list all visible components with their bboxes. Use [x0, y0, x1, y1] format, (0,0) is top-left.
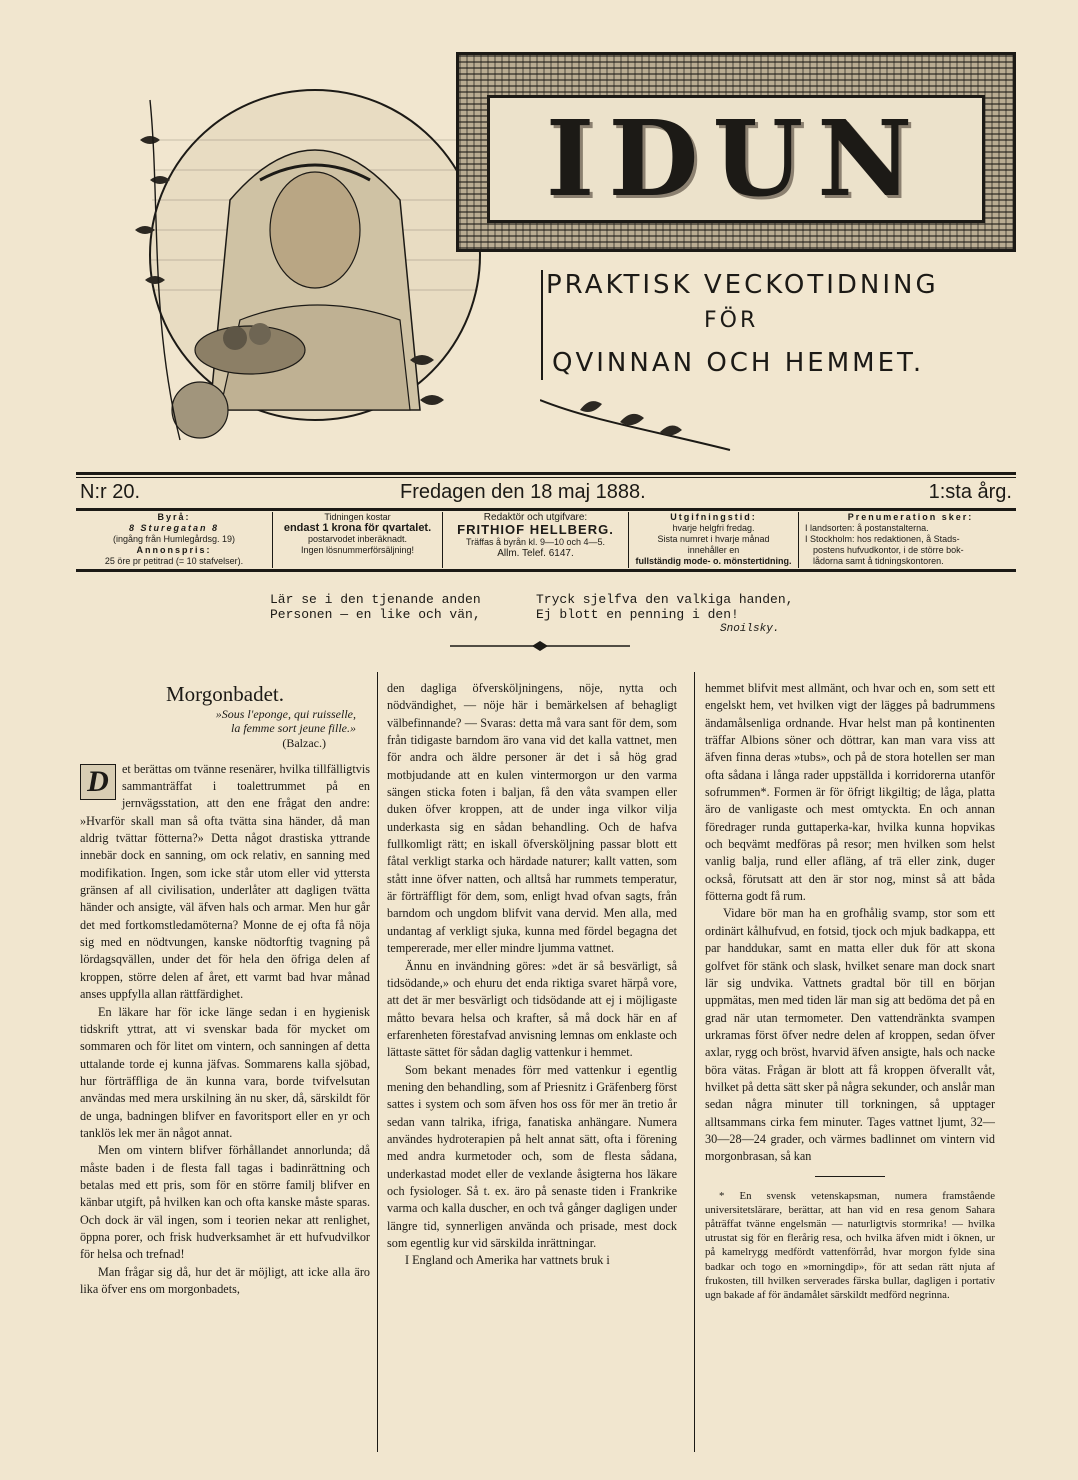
schedule-last-issue: Sista numret i hvarje månad — [657, 534, 770, 544]
office-address: 8 Sturegatan 8 — [128, 523, 220, 533]
column-separator-1 — [377, 672, 378, 1452]
drop-cap: D — [80, 764, 116, 800]
motto-right — [536, 592, 796, 622]
editor-heading: Redaktör och utgifvare: — [483, 512, 588, 523]
motto-left — [270, 592, 520, 622]
paragraph: den dagliga öfversköljningens, nöje, nytta och nödvändighet, — nöje här i bemärkelsen af behagligt välbefinnande? — Svaras: detta må vara sant för dem, som från tidigaste barndom äro vana vid det kalla vattnet, men för andra och äldre personer är det i så hög grad motbjudande att en kulen vintermorgon ur den varma sängen sticka foten i baljan, få den våta svampen eller duken öfver kroppen, att de under inga vilkor vilja underkasta sig en sådan behandling. Och de hafva fullkomligt rätt; en iskall öfversköljning passar blott ett fåtal verkligt starka och härdade naturer; kallt vatten, som stått inne öfver natten, och alltså har rummets temperatur, är förträffligt för dem, som, enligt hvad ofvan sagts, från barndom och ungdom blifvit vana dervid. Men alla, med undantag af verkligt sjuka, kunna med fördel begagna det tempererade, mer eller mindre ljumma vattnet. — [387, 681, 677, 956]
subscription-country: I landsorten: å postanstalterna. — [805, 523, 929, 533]
info-office — [76, 512, 272, 568]
price-postage: postarvodet inberäknadt. — [307, 534, 408, 544]
paragraph — [80, 761, 370, 1004]
price-intro: Tidningen kostar — [324, 512, 391, 522]
price-no-single: Ingen lösnummerförsäljning! — [300, 545, 415, 555]
masthead-title-panel — [487, 95, 985, 223]
flower-branch-ornament — [540, 380, 740, 460]
info-bar — [76, 512, 1016, 568]
masthead-title: IDUN — [545, 97, 927, 220]
article-epigraph-author: (Balzac.) — [282, 736, 326, 751]
issue-number: N:r 20. — [80, 481, 141, 503]
dateline — [80, 481, 1012, 507]
editor-hours: Träffas å byrån kl. 9—10 och 4—5. — [465, 537, 606, 547]
motto-line-2b: Ej blott en penning i den! — [536, 607, 739, 622]
article-column-1 — [80, 680, 370, 1298]
footnote — [705, 1189, 995, 1303]
tagline-line-3: QVINNAN OCH HEMMET. — [552, 348, 925, 378]
schedule-heading: Utgifningstid: — [670, 512, 757, 522]
footnote-text: * En svensk vetenskapsman, numera framstående universitetslärare, berättar, att han vid en resa genom Sahara påträffat tvänne engelsmän — naturligtvis stormrika! — hvilka utrustat sig för en flerårig resa, och hvilka äfven midt i öknen, ur på kamelrygg medfördt vattenförråd, hvar morgon fylde sina badkar och togo en »morningdip», för att sedan rätt njuta af frukosten, till hvilken serverades färska bullar, dagligen i portativ ugn bakade af för ändamålet särskildt medförd negrinna. — [705, 1189, 995, 1302]
editor-name: FRITHIOF HELLBERG. — [457, 522, 614, 537]
schedule-contains: innehåller en — [687, 545, 740, 555]
tagline-line-2: FÖR — [704, 308, 759, 333]
paragraph: Ännu en invändning göres: »det är så besvärligt, så tidsödande,» och ehuru det enda riktiga svaret härpå vore, att det är mer besvärligt och tidsödande att ej i möjligaste måtto bevara helsa och krafter, så må dock här en af erfarenheten förestafvad anvisning lemnas om enklaste och lättaste sättet för sådan daglig vattenkur i hemmet. — [387, 958, 677, 1060]
issue-year: 1:sta årg. — [928, 481, 1012, 503]
office-entrance: (ingång från Humlegårdsg. 19) — [112, 534, 236, 544]
paragraph: I England och Amerika har vattnets bruk i — [405, 1253, 610, 1268]
paragraph-text: et berättas om tvänne resenärer, hvilka tillfälligtvis sammanträffat i toalettrummet på en jernvägsstation, att den ene frågat den andre: »Hvarför skall man så ofta tvätta sina händer, då man aldrig tvättar fötterna?» Detta något drastiska yttrande innebär dock en sanning, om ock relativ, en sanning med modifikation. Ingen, som icke står utom eller vid yttersta gränsen af all civilisation, underlåter att dagligen tvätta händer och ansigte, väl äfven hals och armar. Men hur går det med fortkomstledamöterna? Monne de ej ofta få nöja sig med en nödtvungen, kanske nödtorftig tvagning på lördagsqvällen, under det för hela den öfriga delen af kroppen, större delen af året, ett varmt bad hvar månad anses uppfylla allan rättfärdighet. — [80, 761, 370, 1002]
article-epigraph-2: la femme sort jeune fille.» — [231, 721, 356, 736]
price-amount: endast 1 krona för qvartalet. — [283, 522, 432, 534]
subscription-stockholm-2: postens hufvudkontor, i de större bok- — [813, 545, 964, 555]
schedule-supplement: fullständig mode- o. mönstertidning. — [635, 556, 792, 566]
subscription-stockholm: I Stockholm: hos redaktionen, å Stads- — [805, 534, 960, 544]
motto-line-2a: Tryck sjelfva den valkiga handen, — [536, 592, 794, 607]
motto-verse — [270, 592, 794, 642]
tagline-rule — [541, 270, 543, 380]
article-title: Morgonbadet. — [165, 682, 284, 706]
motto-line-1b: Personen — en like och vän, — [270, 607, 481, 622]
motto-author: Snoilsky. — [720, 623, 780, 635]
article-column-3 — [705, 680, 995, 1302]
masthead-tagline — [536, 270, 996, 390]
masthead-banner — [456, 52, 1016, 252]
motto-line-1a: Lär se i den tjenande anden — [270, 592, 481, 607]
info-editor — [442, 512, 628, 568]
info-bar-rule — [76, 569, 1016, 572]
masthead-rule-top — [76, 472, 1016, 475]
info-subscription — [798, 512, 1016, 568]
column-separator-2 — [694, 672, 695, 1452]
subscription-heading: Prenumeration sker: — [847, 512, 974, 522]
footnote-rule — [815, 1176, 885, 1177]
issue-date: Fredagen den 18 maj 1888. — [400, 481, 646, 503]
ad-price: 25 öre pr petitrad (= 10 stafvelser). — [104, 556, 244, 566]
office-heading: Byrå: — [157, 512, 191, 522]
divider-ornament — [440, 640, 640, 652]
tagline-line-1: PRAKTISK VECKOTIDNING — [546, 270, 939, 300]
subscription-stockholm-3: lådorna samt å tidningskontoren. — [813, 556, 944, 566]
info-schedule — [628, 512, 798, 568]
schedule-day: hvarje helgfri fredag. — [672, 523, 755, 533]
paragraph: hemmet blifvit mest allmänt, och hvar och en, som sett ett engelskt hem, vet hvilken vigt der lägges på badrummens ändamålsenliga ordnande. Hvar helst man på kontinenten träffar Albions söner och döttrar, kan man vara viss att äfven finna deras »tubs», och på de stora hotellen ser man ofta sådana i långa rader uppställda i korridorerna utanför sofrummen*. Formen är för öfrigt likgiltig; de låga, platta äro de vanligaste och mest omtyckta. En och annan föredrager runda guttaperka-kar, hvilka kunna hopvikas och beqvämt medföras på resor; men hvilken som helst vanlig balja, rund eller afläng, af trä eller zink, duger också, förutsatt att den är stor nog, minst så att båda fötterna godt få rum. — [705, 681, 995, 904]
dateline-rule — [76, 508, 1016, 511]
editor-phone: Allm. Telef. 6147. — [497, 548, 574, 559]
paragraph: Vidare bör man ha en grofhålig svamp, stor som ett ordinärt kålhufvud, en fotsid, tjock och mjuk badkappa, ett par handdukar, samt en matta eller duk för att skona golfvet för stänk och slask, hvilket senare man dock snart lär sig undvika. Vattnets gradtal bör till en början uppmätas, men med tiden lär man sig att bedöma det på en grad när utan termometer. Den vattendränkta svampen urkramas först öfver nedre delen af kroppen, sedan öfver axlar, rygg och bröst, hvarvid äfven ansigte, hals och nacke böra vätas. Frågan är blott att få kroppen öfverallt våt, hvilket på detta sätt sker på några sekunder, och anslår man sedan några minuter till torkningen, så upptager alltsammans cirka fem minuter. Tages vattnet ljumt, 32—30—28—24 grader, och värmes badlinnet om vintern vid morgonbrasan, så kan — [705, 906, 995, 1164]
paragraph: En läkare har för icke länge sedan i en hygienisk tidskrift yttrat, att vi svenskar bada för mycket om sommaren och för litet om vintern, och sanningen af detta uttalande torde ej kunna jäfvas. Sommarens kalla sjöbad, hur förträffliga de än kunna vara, borde tvifvelsutan användas med mera urskilning än nu sker, då, särskildt för de unga, badningen blifver en favoritsport eller en yr och tanklös lek mer än något annat. — [80, 1004, 370, 1140]
info-price — [272, 512, 442, 568]
paragraph: Man frågar sig då, hur det är möjligt, att icke alla äro lika öfver ens om morgonbadets, — [80, 1264, 370, 1296]
portrait-illustration — [120, 80, 495, 455]
article-epigraph-1: »Sous l'eponge, qui ruisselle, — [215, 707, 356, 722]
paragraph: Men om vintern blifver förhållandet annorlunda; då måste baden i de flesta fall tagas i badinrättning och betalas med ett pris, som för en större familj blifver en känbar utgift, på hvilken kan och ofta kanske måste sparas. Och dock är väl ingen, som i teorien nekar att renlighet, öppna porer, och frisk hudverksamhet är ett hufvudvilkor för helsa och trefnad! — [80, 1143, 370, 1262]
ad-price-heading: Annonspris: — [136, 545, 212, 555]
paragraph: Som bekant menades förr med vattenkur i egentlig mening den behandling, som af Priesnitz i Gräfenberg först sattes i system och som äfven hos oss för mer än tretio år sedan vann talrika, ifriga, fanatiska anhängare. Numera användes hydroterapien på helt annat sätt, ofta i förening med andra kurmetoder och, som de flesta sådana, underkastad modet eller de vexlande åsigterna hos läkare och fysiologer. Så t. ex. äro på senaste tiden i Frankrike varma och kalla duscher, en och två gånger dagligen under längre tid, synnerligen använda och prisade, mest dock som egentlig kur vid särskilda inrättningar. — [387, 1062, 677, 1250]
masthead-rule-top-thin — [76, 477, 1016, 478]
article-column-2 — [387, 680, 677, 1270]
